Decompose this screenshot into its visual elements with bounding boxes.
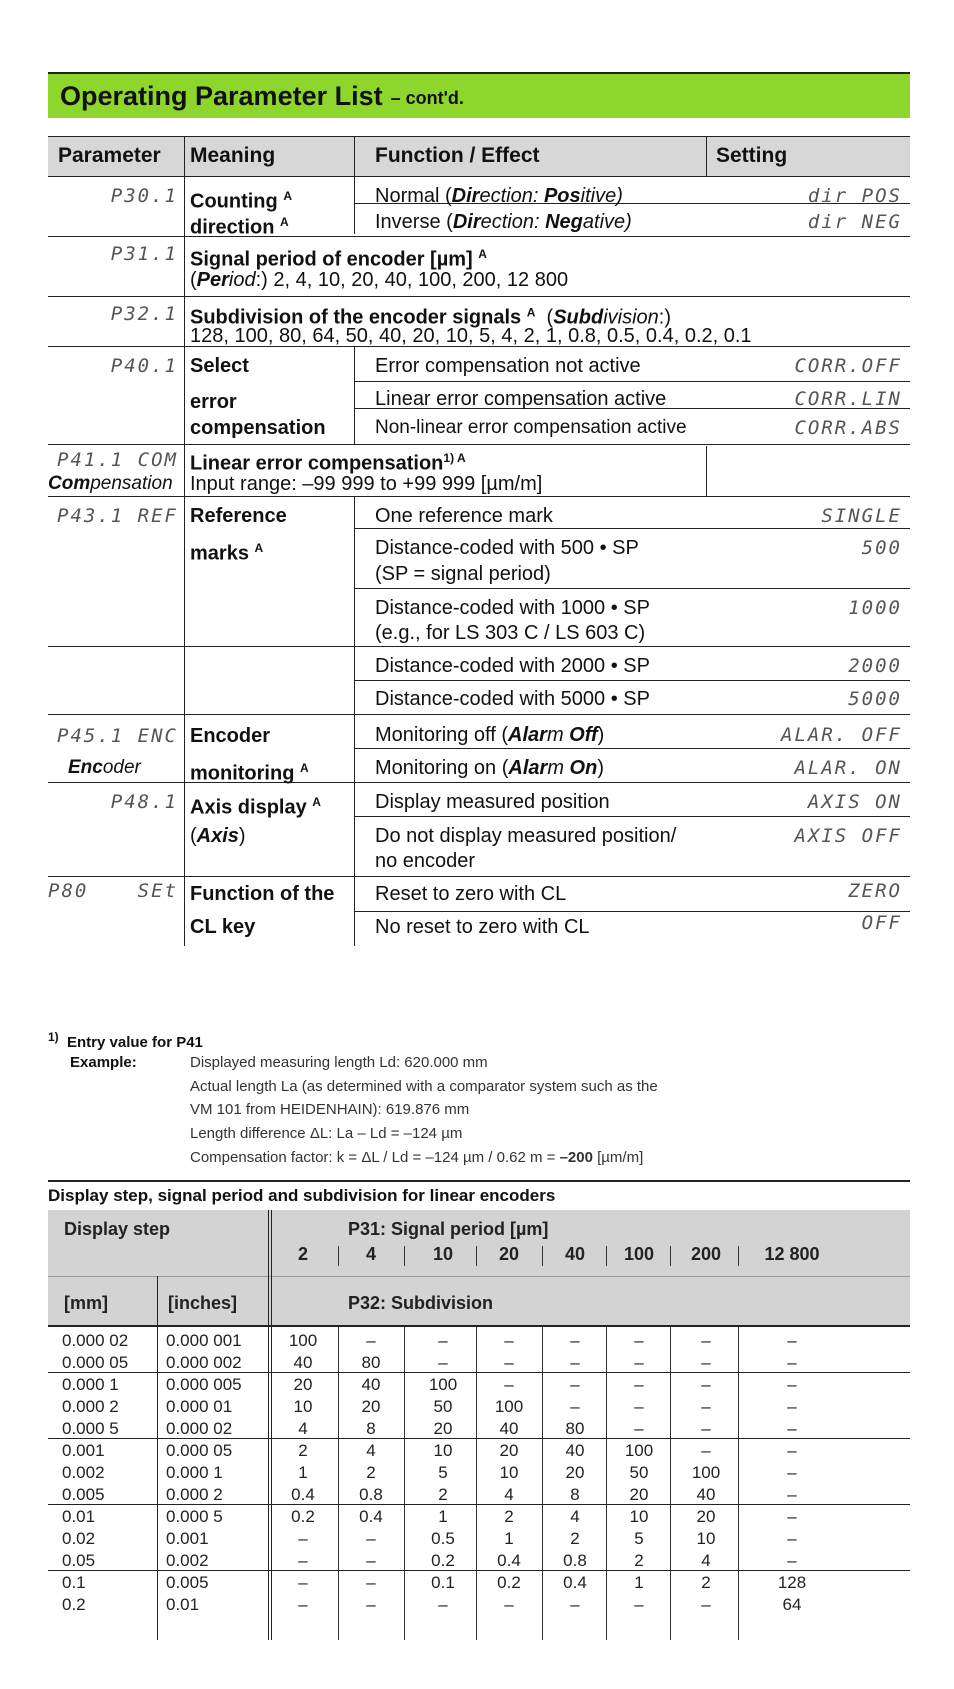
display-step-inches: 0.000 1 [166, 1463, 223, 1482]
subdivision-value: 100 [624, 1441, 654, 1460]
meaning-p40-1: Select [190, 355, 249, 377]
function-p48-off-b: no encoder [375, 850, 476, 872]
function-p40-off: Error compensation not active [375, 355, 641, 377]
subdivision-value: – [787, 1529, 797, 1548]
subdivision-value: 4 [298, 1419, 308, 1438]
display-step-mm: 0.005 [62, 1485, 105, 1504]
page [48, 72, 910, 118]
subdivision-value: – [366, 1551, 376, 1570]
meaning-p48-1: Axis display $^A$ [190, 795, 321, 819]
period-value: 12 800 [764, 1244, 820, 1264]
subdivision-value: – [298, 1595, 308, 1614]
subdivision-value: – [787, 1397, 797, 1416]
function-p40-lin: Linear error compensation active [375, 388, 667, 410]
period-divider [606, 1246, 607, 1266]
group-rule [48, 1570, 910, 1571]
period-value: 40 [564, 1244, 586, 1264]
subdivision-value: 20 [499, 1441, 519, 1460]
meaning-p43-2: marks $^A$ [190, 541, 264, 565]
subdivision-value: 10 [696, 1529, 716, 1548]
subdivision-value: – [570, 1331, 580, 1350]
group-rule [48, 1438, 910, 1439]
subdivision-value: 64 [782, 1595, 802, 1614]
subdivision-value: 20 [629, 1485, 649, 1504]
subdivision-value: 40 [499, 1419, 519, 1438]
subdivision-value: 0.2 [431, 1551, 455, 1570]
display-step-inches: 0.005 [166, 1573, 209, 1592]
period-divider [542, 1246, 543, 1266]
period-divider [338, 1246, 339, 1266]
subdivision-value: 1 [298, 1463, 308, 1482]
subdivision-value: – [787, 1463, 797, 1482]
subdivision-value: 0.8 [563, 1551, 587, 1570]
period-value: 4 [365, 1244, 376, 1264]
header-subrule [270, 1276, 910, 1277]
display-step-header-label: Display step [64, 1219, 171, 1239]
subdivision-value: – [701, 1441, 711, 1460]
subdivision-value: – [787, 1353, 797, 1372]
example-label: Example: [70, 1054, 137, 1071]
row-divider [354, 748, 910, 749]
subdivision-value: – [701, 1419, 711, 1438]
display-step-mm: 0.01 [62, 1507, 96, 1526]
subdivision-value: 0.4 [563, 1573, 587, 1592]
example-line-5: Compensation factor: k = ΔL / Ld = –124 µm / 0.62 m = –200 [µm/m] [190, 1149, 644, 1166]
row-divider [48, 444, 910, 445]
row-divider [48, 176, 910, 177]
subdivision-value: – [787, 1485, 797, 1504]
subdivision-value: – [701, 1331, 711, 1350]
subdivision-value: – [366, 1595, 376, 1614]
function-p43-500b: (SP = signal period) [375, 563, 551, 585]
subdivision-value: 2 [701, 1573, 711, 1592]
title-bar [48, 72, 910, 118]
col-divider-mm [157, 1276, 158, 1640]
function-p48-on: Display measured position [375, 791, 610, 813]
subdivision-value: 5 [634, 1529, 644, 1548]
header-function: Function / Effect [375, 144, 540, 167]
display-step-table [48, 1210, 910, 1640]
p41-range: Input range: –99 999 to +99 999 [µm/m] [190, 473, 543, 495]
group-rule [48, 1504, 910, 1505]
subdivision-value: – [504, 1331, 514, 1350]
period-divider [738, 1246, 739, 1266]
period-value: 200 [690, 1244, 722, 1264]
period-value: 2 [297, 1244, 308, 1264]
subdivision-value: – [570, 1375, 580, 1394]
setting-p48-on: AXIS ON [807, 791, 902, 813]
subdivision-value: 10 [629, 1507, 649, 1526]
param-code-p43: P43.1 REF [57, 505, 178, 527]
setting-p43-single: SINGLE [821, 505, 902, 527]
subdivision-value: 1 [634, 1573, 644, 1592]
param-code-p80-set: SEt [137, 880, 178, 902]
subdivision-value: 0.4 [497, 1551, 521, 1570]
display-step-mm: 0.000 02 [62, 1331, 129, 1350]
subdivision-value: – [787, 1507, 797, 1526]
subdivision-value: 5 [438, 1463, 448, 1482]
example-line-2: Actual length La (as determined with a comparator system such as the [190, 1078, 658, 1095]
display-step-inches: 0.000 001 [166, 1331, 242, 1350]
display-step-inches: 0.000 2 [166, 1485, 223, 1504]
subdivision-value: – [366, 1331, 376, 1350]
display-step-mm: 0.1 [62, 1573, 86, 1592]
row-divider [48, 714, 910, 715]
subdivision-value: – [438, 1595, 448, 1614]
display-step-inches: 0.000 002 [166, 1353, 242, 1372]
param-code-p80: P80 [48, 880, 89, 902]
meaning-p41: Linear error compensation$^{1) A}$ [190, 451, 466, 475]
col-divider [706, 446, 707, 496]
display-step-mm: 0.000 1 [62, 1375, 119, 1394]
subdivision-value: – [298, 1573, 308, 1592]
meaning-p43-1: Reference [190, 505, 287, 527]
unit-mm: [mm] [64, 1293, 108, 1313]
param-code-p45: P45.1 ENC [57, 725, 178, 747]
subdivision-value: – [504, 1595, 514, 1614]
subdivision-value: 50 [433, 1397, 453, 1416]
period-value: 100 [623, 1244, 655, 1264]
subdivision-value: 1 [438, 1507, 448, 1526]
subdivision-value: 10 [499, 1463, 519, 1482]
display-step-mm: 0.05 [62, 1551, 96, 1570]
display-step-mm: 0.000 2 [62, 1397, 119, 1416]
display-step-inches: 0.000 02 [166, 1419, 233, 1438]
function-p43-2000: Distance-coded with 2000 • SP [375, 655, 650, 677]
footnote-title: $^{1)}$ Entry value for P41 [48, 1030, 203, 1051]
function-p43-1000b: (e.g., for LS 303 C / LS 603 C) [375, 622, 646, 644]
subdivision-value: 2 [504, 1507, 514, 1526]
parameter-table [48, 136, 910, 1021]
meaning-p80-2: CL key [190, 916, 256, 938]
period-divider [670, 1246, 671, 1266]
subdivision-value: 20 [293, 1375, 313, 1394]
subdivision-value: – [298, 1551, 308, 1570]
header-rule [48, 1325, 910, 1327]
function-p48-off-a: Do not display measured position/ [375, 825, 677, 847]
col-divider [354, 496, 355, 946]
meaning-p30-1: Counting $^A$ [190, 189, 292, 213]
setting-p30-pos: dir POS [807, 185, 902, 207]
display-step-mm: 0.002 [62, 1463, 105, 1482]
setting-p40-lin: CORR.LIN [794, 388, 902, 410]
subdivision-value: – [701, 1353, 711, 1372]
subdivision-value: – [787, 1441, 797, 1460]
display-step-mm: 0.2 [62, 1595, 86, 1614]
subdivision-value: – [366, 1529, 376, 1548]
subdivision-value: – [634, 1331, 644, 1350]
subdivision-value: 0.2 [291, 1507, 315, 1526]
display-step-inches: 0.001 [166, 1529, 209, 1548]
subdivision-value: – [570, 1397, 580, 1416]
subdivision-value: 4 [701, 1551, 711, 1570]
row-divider [354, 381, 910, 382]
header-meaning: Meaning [190, 144, 276, 167]
subdivision-value: – [570, 1595, 580, 1614]
row-divider [354, 680, 910, 681]
display-step-inches: 0.000 005 [166, 1375, 242, 1394]
setting-p45-on: ALAR. ON [794, 757, 902, 779]
display-step-mm: 0.000 5 [62, 1419, 119, 1438]
unit-inches: [inches] [168, 1293, 238, 1313]
col-divider [354, 136, 355, 234]
display-step-inches: 0.002 [166, 1551, 209, 1570]
subdivision-value: 4 [366, 1441, 376, 1460]
subdivision-value: 40 [565, 1441, 585, 1460]
row-divider [48, 876, 910, 877]
setting-p43-5000: 5000 [848, 688, 902, 710]
subdivision-value: 4 [504, 1485, 514, 1504]
function-p45-off: Monitoring off (Alarm Off) [375, 724, 605, 746]
row-divider [48, 646, 910, 647]
subdivision-value: 100 [691, 1463, 721, 1482]
subdivision-value: 20 [565, 1463, 585, 1482]
subdivision-value: – [787, 1375, 797, 1394]
subdivision-value: – [787, 1419, 797, 1438]
subdivision-value: 0.8 [359, 1485, 383, 1504]
subdivision-value: 128 [777, 1573, 807, 1592]
row-divider [354, 528, 910, 529]
subdivision-value: 0.2 [497, 1573, 521, 1592]
p31-values: (Period:) 2, 4, 10, 20, 40, 100, 200, 12 800 [190, 269, 569, 291]
function-p43-5000: Distance-coded with 5000 • SP [375, 688, 650, 710]
meaning-p45-1: Encoder [190, 725, 271, 747]
setting-p80-off: OFF [861, 912, 902, 934]
display-step-mm: 0.001 [62, 1441, 105, 1460]
display-step-inches: 0.000 5 [166, 1507, 223, 1526]
subdivision-value: 40 [696, 1485, 716, 1504]
p32-header: P32: Subdivision [348, 1293, 494, 1313]
display-step-mm: 0.02 [62, 1529, 96, 1548]
row-divider [48, 496, 910, 497]
subdivision-value: 10 [293, 1397, 313, 1416]
period-value: 20 [498, 1244, 520, 1264]
row-divider [48, 236, 910, 237]
function-p30-normal: Normal (Direction: Positive) [375, 185, 623, 207]
subdivision-value: – [701, 1397, 711, 1416]
setting-p30-neg: dir NEG [807, 211, 902, 233]
setting-p80-zero: ZERO [848, 880, 902, 902]
display-step-mm: 0.000 05 [62, 1353, 129, 1372]
row-divider [48, 296, 910, 297]
p32-values: 128, 100, 80, 64, 50, 40, 20, 10, 5, 4, 2, 1, 0.8, 0.5, 0.4, 0.2, 0.1 [190, 325, 752, 347]
subdivision-value: 1 [504, 1529, 514, 1548]
meaning-p40-2: error [190, 391, 237, 413]
period-divider [404, 1246, 405, 1266]
subdivision-value: 80 [361, 1353, 381, 1372]
setting-p40-abs: CORR.ABS [794, 417, 902, 439]
subdivision-value: 0.4 [291, 1485, 315, 1504]
subdivision-value: 100 [288, 1331, 318, 1350]
subdivision-value: 40 [361, 1375, 381, 1394]
subdivision-value: – [298, 1529, 308, 1548]
subdivision-value: 2 [634, 1551, 644, 1570]
function-p43-500a: Distance-coded with 500 • SP [375, 537, 639, 559]
col-divider [184, 136, 185, 946]
function-p43-1000a: Distance-coded with 1000 • SP [375, 597, 650, 619]
subdivision-value: – [787, 1551, 797, 1570]
param-code-p48: P48.1 [110, 791, 178, 813]
display-step-inches: 0.01 [166, 1595, 200, 1614]
meaning-p45-2: monitoring $^A$ [190, 761, 309, 785]
function-p80-zero: Reset to zero with CL [375, 883, 567, 905]
subdivision-value: 2 [438, 1485, 448, 1504]
period-value: 10 [432, 1244, 454, 1264]
subdivision-value: – [504, 1353, 514, 1372]
param-code-p40: P40.1 [110, 355, 178, 377]
subdivision-value: 2 [366, 1463, 376, 1482]
subdivision-value: – [787, 1331, 797, 1350]
p45-label: Encoder [68, 757, 141, 778]
page-title: Operating Parameter List [60, 80, 383, 111]
param-code-p32: P32.1 [110, 303, 178, 325]
p41-label: Compensation [48, 473, 173, 494]
subdivision-value: 8 [366, 1419, 376, 1438]
subdivision-value: – [634, 1419, 644, 1438]
subdivision-value: 2 [570, 1529, 580, 1548]
subdivision-value: 20 [696, 1507, 716, 1526]
setting-p43-1000: 1000 [848, 597, 902, 619]
subdivision-value: – [634, 1353, 644, 1372]
group-rule [48, 1372, 910, 1373]
subdivision-value: 80 [565, 1419, 585, 1438]
subdivision-value: 40 [293, 1353, 313, 1372]
example-line-3: VM 101 from HEIDENHAIN): 619.876 mm [190, 1101, 470, 1118]
page-subtitle: – cont'd. [390, 87, 464, 108]
subdivision-value: – [570, 1353, 580, 1372]
row-divider [354, 588, 910, 589]
subdivision-value: 0.1 [431, 1573, 455, 1592]
example-line-1: Displayed measuring length Ld: 620.000 mm [190, 1054, 488, 1071]
subdivision-value: 50 [629, 1463, 649, 1482]
meaning-p48-2: (Axis) [190, 825, 246, 847]
param-code-p30: P30.1 [110, 185, 178, 207]
subdivision-value: 100 [428, 1375, 458, 1394]
period-divider [476, 1246, 477, 1266]
col-divider [354, 346, 355, 444]
display-step-inches: 0.000 01 [166, 1397, 233, 1416]
subdivision-value: 0.4 [359, 1507, 383, 1526]
subdivision-value: 10 [433, 1441, 453, 1460]
subdivision-value: – [438, 1353, 448, 1372]
row-divider [48, 782, 910, 783]
meaning-p30-2: direction $^A$ [190, 215, 289, 239]
subdivision-value: 0.5 [431, 1529, 455, 1548]
subdivision-value: 100 [494, 1397, 524, 1416]
row-divider [354, 816, 910, 817]
example-line-4: Length difference ΔL: La – Ld = –124 µm [190, 1125, 463, 1142]
param-code-p31: P31.1 [110, 243, 178, 265]
setting-p43-500: 500 [861, 537, 902, 559]
section-rule [48, 1180, 910, 1182]
header-setting: Setting [716, 144, 788, 167]
p31-header: P31: Signal period [µm] [348, 1219, 549, 1239]
subdivision-value: – [634, 1595, 644, 1614]
subdivision-value: – [438, 1331, 448, 1350]
meaning-p40-3: compensation [190, 417, 326, 439]
meaning-p31: Signal period of encoder [µm] $^A$ [190, 247, 487, 271]
subdivision-value: – [634, 1375, 644, 1394]
header-subrule-left [48, 1276, 270, 1277]
display-step-table-title: Display step, signal period and subdivision for linear encoders [48, 1186, 556, 1205]
function-p43-single: One reference mark [375, 505, 553, 527]
meaning-p80-1: Function of the [190, 883, 335, 905]
setting-p48-off: AXIS OFF [794, 825, 902, 847]
param-code-p41: P41.1 COM [57, 449, 178, 471]
function-p30-inverse: Inverse (Direction: Negative) [375, 211, 632, 233]
subdivision-value: – [634, 1397, 644, 1416]
subdivision-value: – [504, 1375, 514, 1394]
function-p80-off: No reset to zero with CL [375, 916, 590, 938]
function-p45-on: Monitoring on (Alarm On) [375, 757, 604, 779]
col-divider [706, 136, 707, 176]
display-step-inches: 0.000 05 [166, 1441, 233, 1460]
footnote [48, 1026, 910, 1176]
function-p40-abs: Non-linear error compensation active [375, 417, 687, 438]
subdivision-value: 20 [361, 1397, 381, 1416]
subdivision-value: 20 [433, 1419, 453, 1438]
setting-p45-off: ALAR. OFF [781, 724, 902, 746]
subdivision-value: – [366, 1573, 376, 1592]
subdivision-value: – [701, 1375, 711, 1394]
setting-p43-2000: 2000 [848, 655, 902, 677]
subdivision-value: – [701, 1595, 711, 1614]
meaning-p32: Subdivision of the encoder signals $^A$ (Subdivision:) [190, 305, 671, 329]
subdivision-value: 2 [298, 1441, 308, 1460]
subdivision-value: 8 [570, 1485, 580, 1504]
header-parameter: Parameter [58, 144, 161, 167]
subdivision-value: 4 [570, 1507, 580, 1526]
setting-p40-off: CORR.OFF [794, 355, 902, 377]
